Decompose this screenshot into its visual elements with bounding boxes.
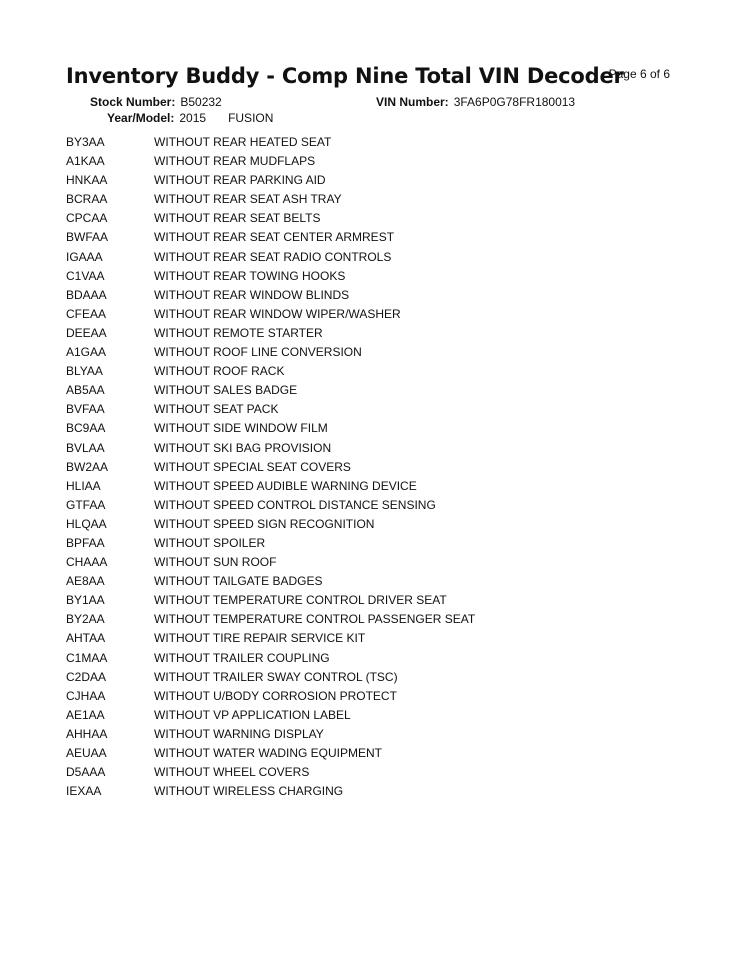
option-description: WITHOUT REAR TOWING HOOKS [154,268,346,283]
option-description: WITHOUT ROOF LINE CONVERSION [154,345,362,360]
option-code: BY2AA [66,612,105,627]
option-description: WITHOUT REMOTE STARTER [154,325,323,340]
list-item [66,763,475,782]
option-code: CHAAA [66,555,108,570]
option-description: WITHOUT ROOF RACK [154,364,285,379]
option-code: HLIAA [66,478,101,493]
option-code: BY3AA [66,135,105,149]
option-code-list [66,133,475,801]
option-code: BC9AA [66,421,106,436]
list-item [66,381,475,400]
option-code: AB5AA [66,383,105,398]
list-item [66,649,475,668]
option-code: A1GAA [66,345,107,360]
option-code: BWFAA [66,230,109,245]
option-description: WITHOUT U/BODY CORROSION PROTECT [154,688,397,703]
list-item [66,419,475,438]
list-item [66,515,475,534]
option-code: AHHAA [66,726,108,741]
option-description: WITHOUT TAILGATE BADGES [154,574,323,589]
list-item [66,286,475,305]
list-item [66,343,475,362]
list-item [66,267,475,286]
list-item [66,668,475,687]
option-description: WITHOUT SIDE WINDOW FILM [154,421,328,436]
list-item [66,171,475,190]
list-item [66,400,475,419]
list-item [66,439,475,458]
option-description: WITHOUT SALES BADGE [154,383,298,398]
option-description: WITHOUT SKI BAG PROVISION [154,440,332,455]
option-description: WITHOUT WARNING DISPLAY [154,726,324,741]
option-description: WITHOUT REAR SEAT CENTER ARMREST [154,230,395,245]
list-item [66,228,475,247]
option-code: BY1AA [66,593,105,608]
vin-number-label: VIN Number: [376,95,449,109]
page-number: Page 6 of 6 [608,67,670,81]
option-description: WITHOUT SUN ROOF [154,555,277,570]
stock-number [90,95,222,109]
option-description: WITHOUT WIRELESS CHARGING [154,784,344,799]
option-code: BCRAA [66,192,108,207]
option-description: WITHOUT REAR SEAT RADIO CONTROLS [154,249,392,264]
option-description: WITHOUT SPECIAL SEAT COVERS [154,459,351,474]
list-item [66,572,475,591]
option-code: GTFAA [66,497,106,512]
option-description: WITHOUT SPEED CONTROL DISTANCE SENSING [154,497,436,512]
option-code: AHTAA [66,631,106,646]
option-description: WITHOUT REAR HEATED SEAT [154,135,332,149]
list-item [66,477,475,496]
list-item [66,610,475,629]
option-description: WITHOUT REAR PARKING AID [154,173,326,188]
list-item [66,209,475,228]
option-code: A1KAA [66,154,105,169]
option-code: D5AAA [66,765,106,780]
stock-number-value: B50232 [180,95,222,109]
list-item [66,534,475,553]
option-code: C2DAA [66,669,107,684]
vin-number-value: 3FA6P0G78FR180013 [453,95,576,109]
option-description: WITHOUT REAR WINDOW WIPER/WASHER [154,306,401,321]
option-code: CFEAA [66,306,107,321]
option-description: WITHOUT VP APPLICATION LABEL [154,707,351,722]
option-description: WITHOUT SEAT PACK [154,402,279,417]
list-item [66,782,475,801]
option-code: IEXAA [66,784,102,799]
list-item [66,305,475,324]
option-description: WITHOUT TEMPERATURE CONTROL DRIVER SEAT [154,593,447,608]
list-item [66,591,475,610]
option-code: AE1AA [66,707,105,722]
option-code: BW2AA [66,459,109,474]
option-code: BPFAA [66,535,105,550]
option-code: C1VAA [66,268,105,283]
list-item [66,133,475,152]
list-item [66,706,475,725]
option-description: WITHOUT REAR SEAT ASH TRAY [154,192,342,207]
option-description: WITHOUT SPEED AUDIBLE WARNING DEVICE [154,478,417,493]
stock-number-label: Stock Number: [90,95,176,109]
list-item [66,744,475,763]
page-title: Inventory Buddy - Comp Nine Total VIN Decoder [66,64,624,88]
list-item [66,629,475,648]
vin-number [376,95,575,109]
list-item [66,362,475,381]
option-description: WITHOUT WATER WADING EQUIPMENT [154,746,382,760]
option-code: HNKAA [66,173,108,188]
list-item [66,687,475,706]
option-description: WITHOUT REAR SEAT BELTS [154,211,321,226]
list-item [66,152,475,171]
list-item [66,553,475,572]
option-code: BVLAA [66,440,105,455]
option-description: WITHOUT REAR WINDOW BLINDS [154,287,350,302]
list-item [66,190,475,209]
list-item [66,458,475,477]
option-description: WITHOUT TRAILER SWAY CONTROL (TSC) [154,669,398,684]
option-description: WITHOUT TIRE REPAIR SERVICE KIT [154,631,366,646]
option-code: BDAAA [66,287,107,302]
option-description: WITHOUT WHEEL COVERS [154,765,310,780]
list-item [66,725,475,744]
option-description: WITHOUT SPEED SIGN RECOGNITION [154,516,375,531]
option-code: C1MAA [66,650,108,665]
option-description: WITHOUT REAR MUDFLAPS [154,154,316,169]
list-item [66,248,475,267]
option-description: WITHOUT TEMPERATURE CONTROL PASSENGER SEAT [154,612,476,627]
year-model-label: Year/Model: [107,111,175,125]
option-code: BLYAA [66,364,103,379]
year-model [107,111,273,125]
option-code: CJHAA [66,688,106,703]
option-description: WITHOUT SPOILER [154,535,266,550]
option-code: AEUAA [66,746,107,760]
option-code: CPCAA [66,211,108,226]
option-code: BVFAA [66,402,105,417]
list-item [66,324,475,343]
year-value: 2015 [179,111,207,125]
option-code: DEEAA [66,325,107,340]
option-code: IGAAA [66,249,103,264]
list-item [66,496,475,515]
option-description: WITHOUT TRAILER COUPLING [154,650,330,665]
option-code: HLQAA [66,516,107,531]
model-value: FUSION [228,111,274,125]
option-code: AE8AA [66,574,105,589]
